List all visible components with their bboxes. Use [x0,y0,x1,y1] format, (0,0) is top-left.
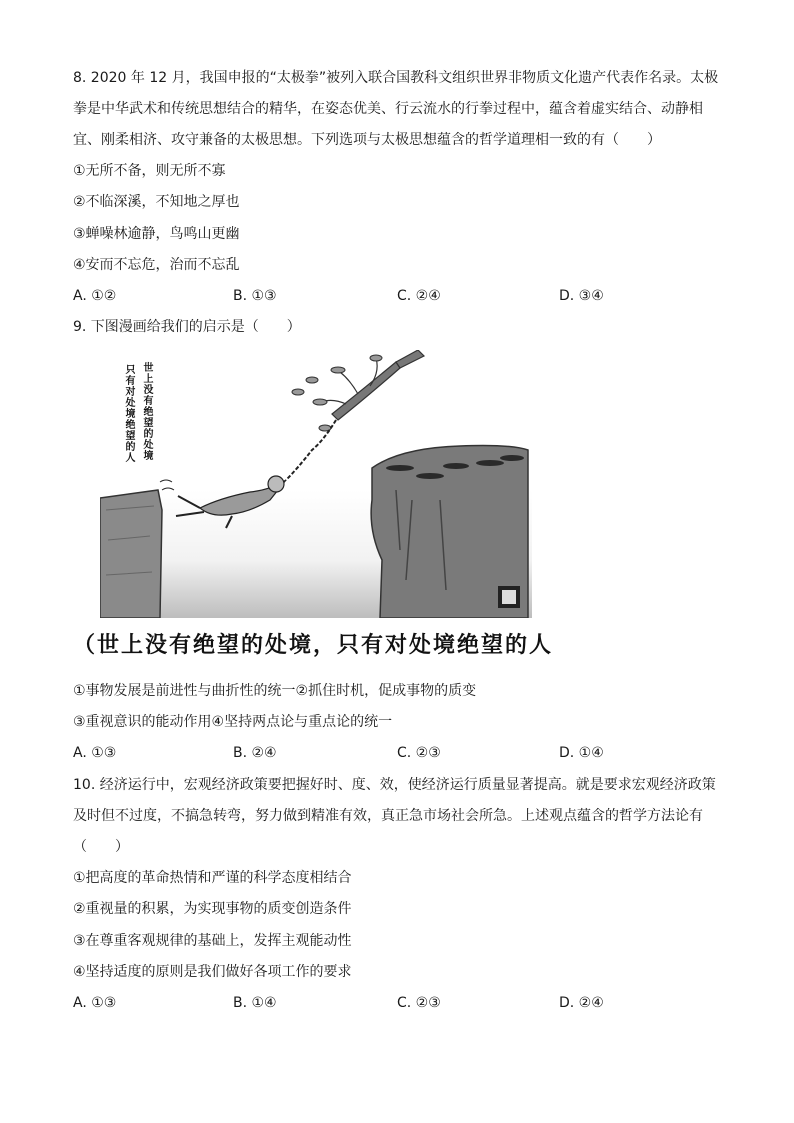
q9-option-c[interactable]: C. ②③ [397,745,441,761]
q8-stem-line-2: 拳是中华武术和传统思想结合的精华，在姿态优美、行云流水的行拳过程中，蕴含着虚实结合、动静相 [73,101,703,117]
q8-option-a[interactable]: A. ①② [73,288,117,304]
q10-option-b[interactable]: B. ①④ [233,995,277,1011]
q8-item-1: ①无所不备，则无所不寡 [73,163,226,179]
q8-stem-line-3: 宜、刚柔相济、攻守兼备的太极思想。下列选项与太极思想蕴含的哲学道理相一致的有（ ） [73,132,661,148]
q9-item-line-2: ③重视意识的能动作用④坚持两点论与重点论的统一 [73,714,393,730]
q10-option-d[interactable]: D. ②④ [559,995,604,1011]
q8-item-3: ③蝉噪林逾静，鸟鸣山更幽 [73,226,240,242]
q8-item-2: ②不临深溪，不知地之厚也 [73,194,240,210]
q10-stem-line-2: 及时但不过度，不搞急转弯，努力做到精准有效，真正急市场社会所急。上述观点蕴含的哲学方法论有 [73,808,703,824]
q10-stem-line-1: 10. 经济运行中，宏观经济政策要把握好时、度、效，使经济运行质量显著提高。就是要求宏观经济政策 [73,777,716,793]
q10-item-4: ④坚持适度的原则是我们做好各项工作的要求 [73,964,352,980]
q10-item-2: ②重视量的积累，为实现事物的质变创造条件 [73,901,352,917]
q8-option-c[interactable]: C. ②④ [397,288,441,304]
q8-option-d[interactable]: D. ③④ [559,288,604,304]
q9-option-a[interactable]: A. ①③ [73,745,117,761]
q8-item-4: ④安而不忘危，治而不忘乱 [73,257,240,273]
q9-item-line-1: ①事物发展是前进性与曲折性的统一②抓住时机，促成事物的质变 [73,683,477,699]
q10-option-c[interactable]: C. ②③ [397,995,441,1011]
q10-item-3: ③在尊重客观规律的基础上，发挥主观能动性 [73,933,352,949]
q10-item-1: ①把高度的革命热情和严谨的科学态度相结合 [73,870,352,886]
q9-stem: 9. 下图漫画给我们的启示是（ ） [73,319,301,335]
cartoon-caption: （世上没有绝望的处境，只有对处境绝望的人 [73,633,554,658]
cartoon-text-right: 世上没有绝望的处境 [141,362,152,461]
q10-option-a[interactable]: A. ①③ [73,995,117,1011]
q8-option-b[interactable]: B. ①③ [233,288,277,304]
q9-option-b[interactable]: B. ②④ [233,745,277,761]
q9-option-d[interactable]: D. ①④ [559,745,604,761]
q8-stem-line-1: 8. 2020 年 12 月，我国申报的“太极拳”被列入联合国教科文组织世界非物质文化遗产代表作名录。太极 [73,70,719,86]
q10-stem-line-3: （ ） [73,839,129,855]
cartoon-text-left: 只有对处境绝望的人 [123,364,134,463]
